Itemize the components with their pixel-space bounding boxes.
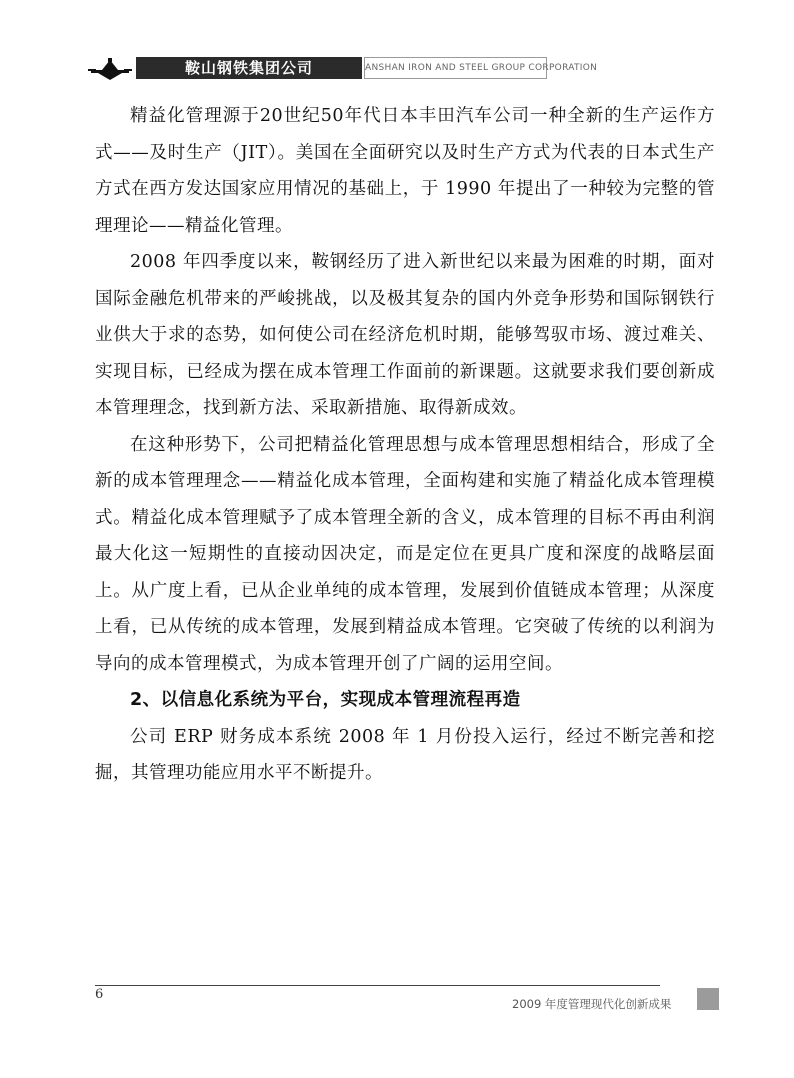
footer-decoration	[697, 988, 719, 1010]
paragraph: 2008 年四季度以来，鞍钢经历了进入新世纪以来最为困难的时期，面对国际金融危机带来的严峻挑战，以及极其复杂的国内外竞争形势和国际钢铁行业供大于求的态势，如何使公司在经济危机时期，能够驾驭市场、渡过难关、实现目标，已经成为摆在成本管理工作面前的新课题。这就要求我们要创新成本管理理念，找到新方法、采取新措施、取得新成效。	[95, 252, 715, 418]
paragraph: 精益化管理源于20世纪50年代日本丰田汽车公司一种全新的生产运作方式——及时生产（JIT）。美国在全面研究以及时生产方式为代表的日本式生产方式在西方发达国家应用情况的基础上，于 1990 年提出了一种较为完整的管理理论——精益化管理。	[95, 106, 715, 236]
company-name-cn: 鞍山钢铁集团公司	[136, 57, 362, 79]
publication-title: 2009 年度管理现代化创新成果	[512, 997, 672, 1011]
company-logo-icon	[88, 56, 132, 82]
page-number: 6	[95, 987, 104, 1002]
paragraph: 公司 ERP 财务成本系统 2008 年 1 月份投入运行，经过不断完善和挖掘，其管理功能应用水平不断提升。	[95, 726, 715, 783]
document-body	[95, 98, 715, 792]
section-heading: 2、以信息化系统为平台，实现成本管理流程再造	[130, 690, 521, 710]
page-header	[88, 54, 598, 84]
footer-divider	[95, 985, 660, 986]
company-name-en: ANSHAN IRON AND STEEL GROUP CORPORATION	[364, 57, 547, 79]
paragraph: 在这种形势下，公司把精益化管理思想与成本管理思想相结合，形成了全新的成本管理理念——精益化成本管理，全面构建和实施了精益化成本管理模式。精益化成本管理赋予了成本管理全新的含义，成本管理的目标不再由利润最大化这一短期性的直接动因决定，而是定位在更具广度和深度的战略层面上。从广度上看，已从企业单纯的成本管理，发展到价值链成本管理；从深度上看，已从传统的成本管理，发展到精益成本管理。它突破了传统的以利润为导向的成本管理模式，为成本管理开创了广阔的运用空间。	[95, 434, 715, 674]
